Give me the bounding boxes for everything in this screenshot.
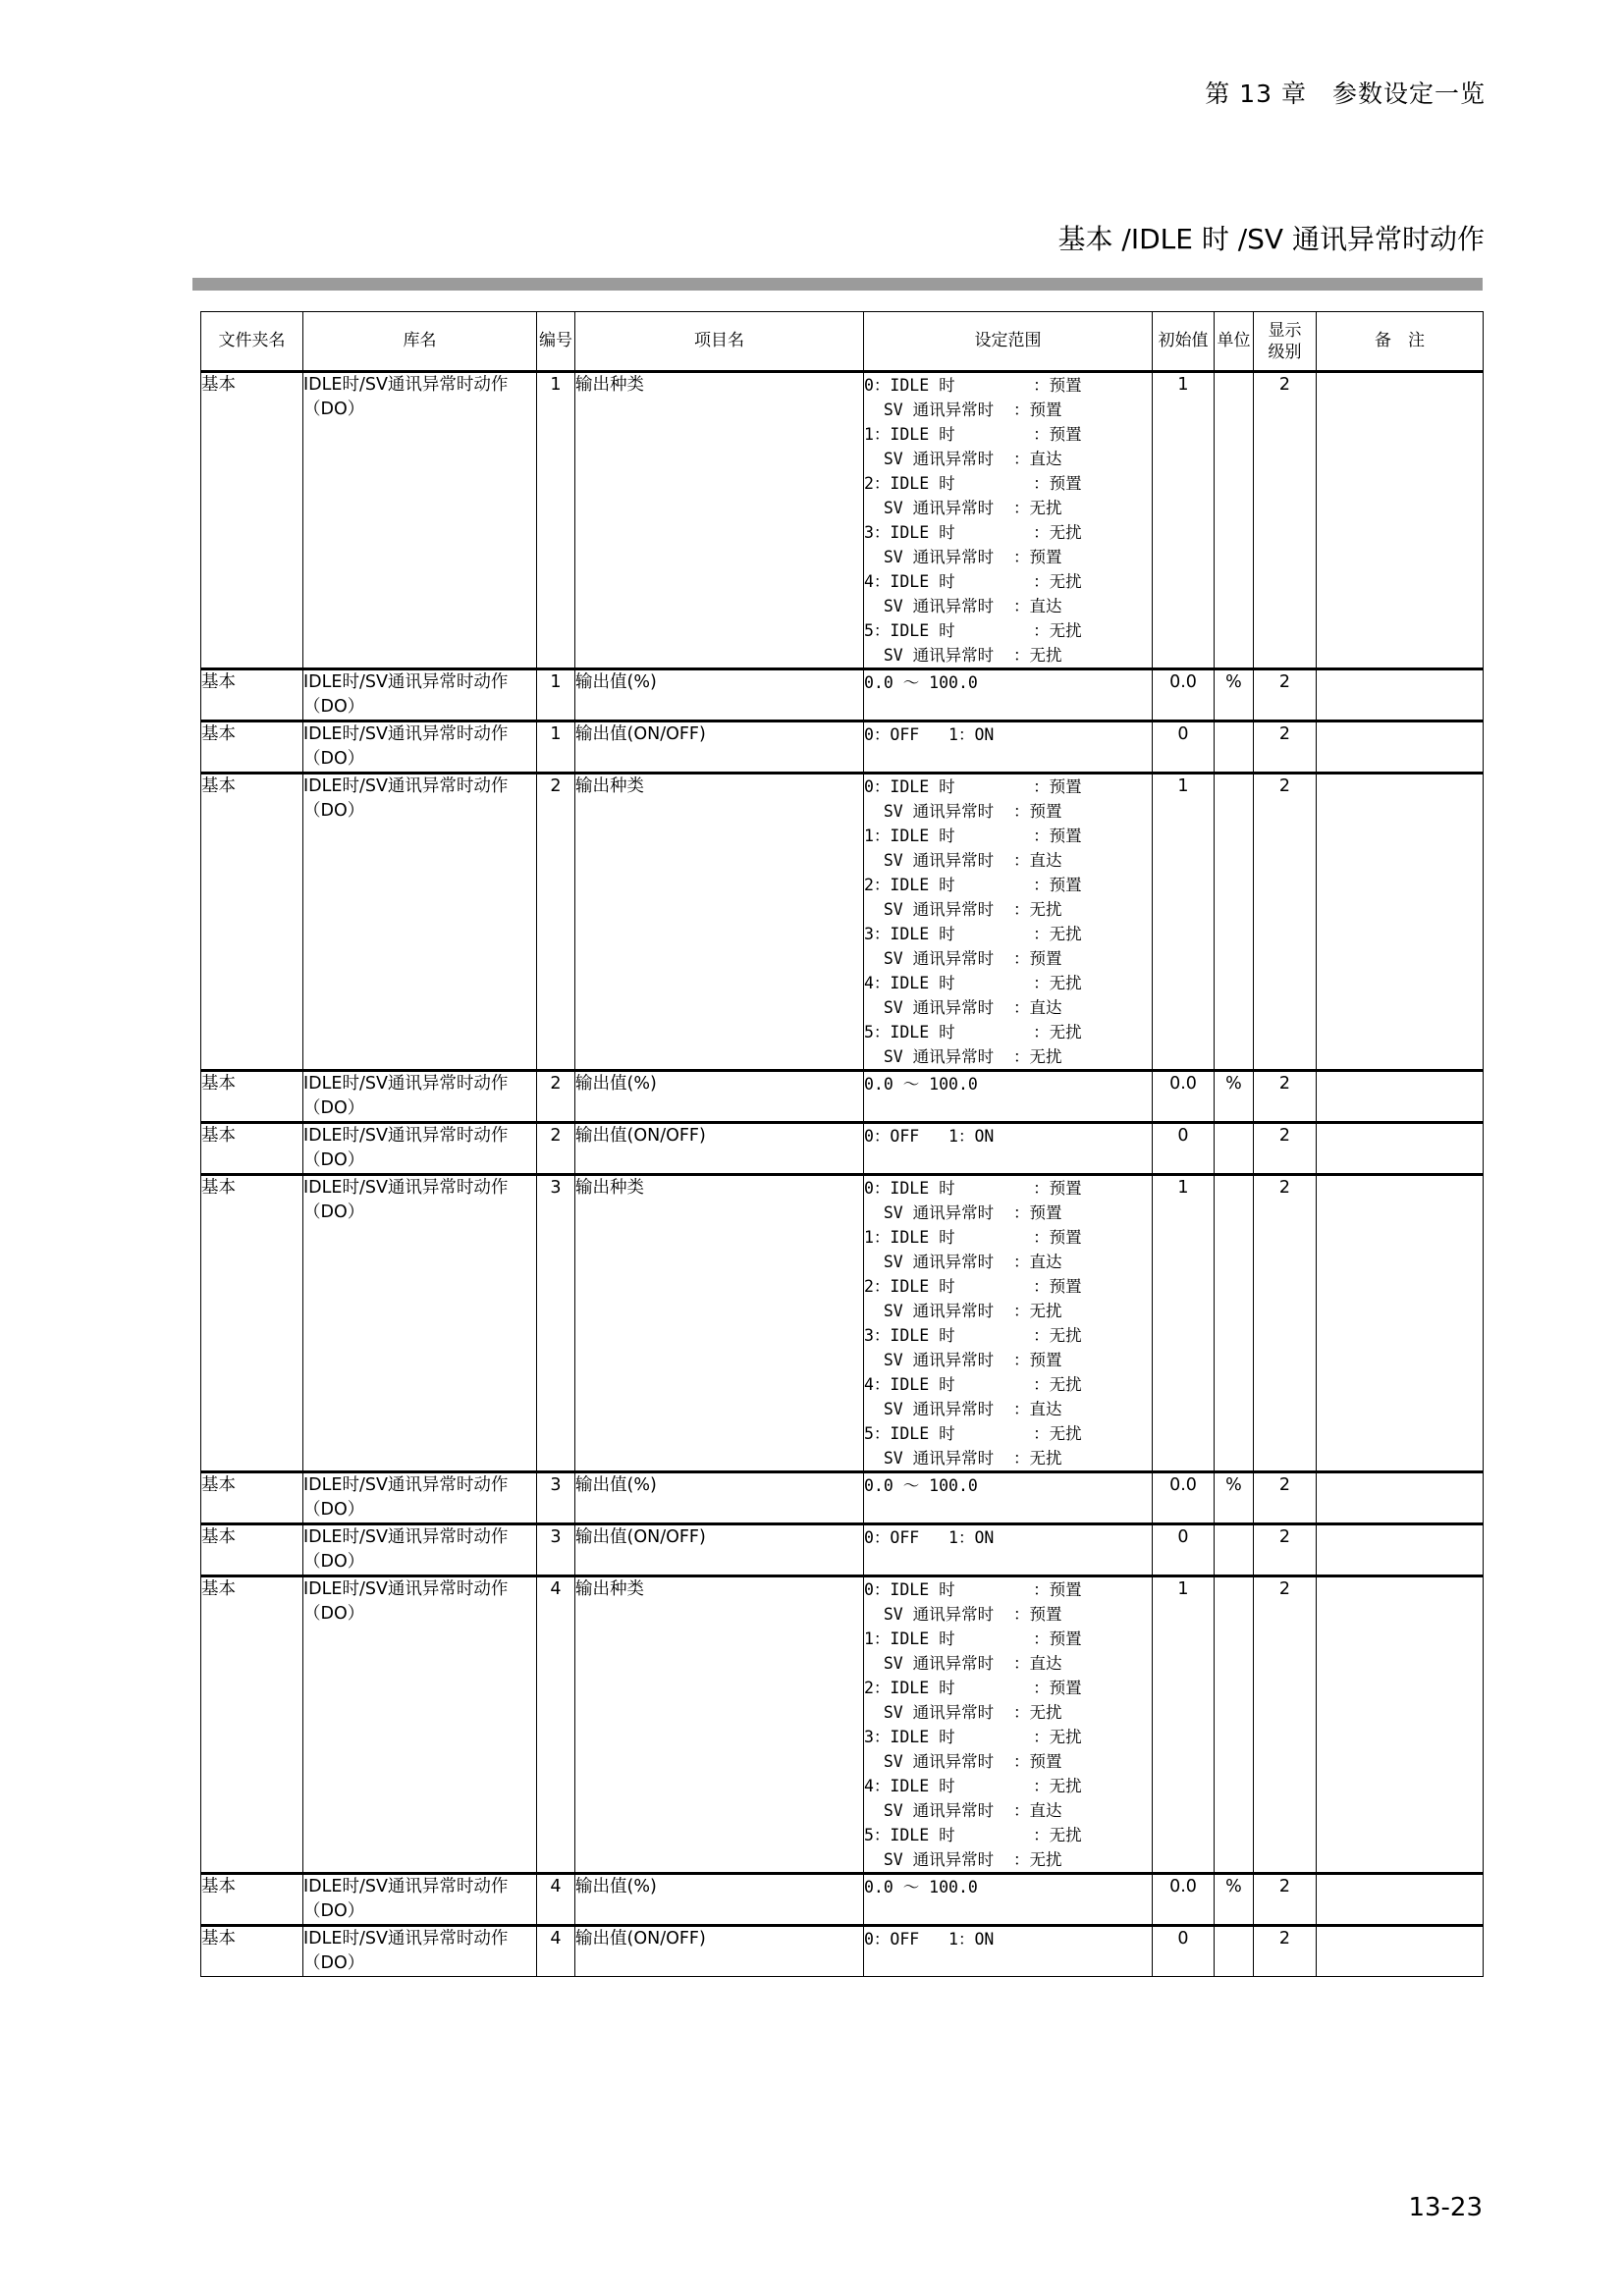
cell-level: 2 [1254,1524,1317,1576]
cell-remarks [1317,1524,1484,1576]
range-line: SV 通讯异常时 ：直达 [864,1654,1062,1673]
range-line: 2：IDLE 时 ：预置 [864,1679,1082,1697]
cell-number: 1 [537,721,575,774]
library-suffix: （DO） [303,400,365,419]
cell-item: 输出种类 [575,1175,864,1472]
cell-initial: 0.0 [1153,1472,1215,1524]
table-row [201,1123,1484,1175]
table-row [201,1576,1484,1874]
range-line: 0：IDLE 时 ：预置 [864,376,1082,395]
cell-remarks [1317,721,1484,774]
header-remarks: 备 注 [1317,312,1484,372]
cell-library [303,1175,537,1472]
range-line: 4：IDLE 时 ：无扰 [864,1375,1082,1394]
cell-level: 2 [1254,1175,1317,1472]
cell-number: 4 [537,1874,575,1926]
table-row [201,669,1484,721]
cell-item: 输出值(%) [575,1071,864,1123]
cell-remarks [1317,1874,1484,1926]
range-line: SV 通讯异常时 ：无扰 [864,499,1062,517]
library-name: IDLE时/SV通讯异常时动作 [303,1475,509,1495]
cell-number: 2 [537,1071,575,1123]
cell-library [303,1123,537,1175]
cell-item: 输出值(%) [575,669,864,721]
table-row [201,1524,1484,1576]
range-line: 0.0 ～ 100.0 [864,1878,978,1896]
cell-folder: 基本 [201,1175,303,1472]
cell-item: 输出种类 [575,1576,864,1874]
cell-remarks [1317,1576,1484,1874]
cell-library [303,774,537,1071]
header-unit: 单位 [1215,312,1254,372]
range-line: 1：IDLE 时 ：预置 [864,1228,1082,1247]
range-line: 1：IDLE 时 ：预置 [864,827,1082,845]
range-line: SV 通讯异常时 ：直达 [864,851,1062,870]
header-item: 项目名 [575,312,864,372]
range-line: SV 通讯异常时 ：直达 [864,998,1062,1017]
cell-folder: 基本 [201,1472,303,1524]
cell-initial: 0 [1153,721,1215,774]
range-line: 0：IDLE 时 ：预置 [864,1179,1082,1198]
cell-level: 2 [1254,721,1317,774]
header-level-line2: 级别 [1268,342,1302,362]
cell-folder: 基本 [201,1524,303,1576]
cell-item: 输出种类 [575,372,864,669]
cell-item: 输出值(%) [575,1472,864,1524]
range-line: 5：IDLE 时 ：无扰 [864,621,1082,640]
header-number: 编号 [537,312,575,372]
table-row [201,1175,1484,1472]
library-name: IDLE时/SV通讯异常时动作 [303,1929,509,1949]
range-line: 2：IDLE 时 ：预置 [864,474,1082,493]
library-name: IDLE时/SV通讯异常时动作 [303,724,509,744]
page-number: 13-23 [1408,2193,1483,2222]
cell-item: 输出值(ON/OFF) [575,1524,864,1576]
range-line: 5：IDLE 时 ：无扰 [864,1023,1082,1041]
range-line: SV 通讯异常时 ：无扰 [864,900,1062,919]
cell-folder: 基本 [201,1926,303,1977]
library-suffix: （DO） [303,697,365,717]
cell-range [864,1071,1153,1123]
cell-unit: % [1215,1472,1254,1524]
range-line: SV 通讯异常时 ：预置 [864,1351,1062,1369]
cell-number: 1 [537,669,575,721]
cell-item: 输出值(ON/OFF) [575,1123,864,1175]
header-initial: 初始值 [1153,312,1215,372]
library-suffix: （DO） [303,801,365,821]
table-row [201,721,1484,774]
cell-unit [1215,1576,1254,1874]
cell-library [303,372,537,669]
header-range: 设定范围 [864,312,1153,372]
range-line: 0：OFF 1：ON [864,725,995,744]
cell-initial: 0.0 [1153,1874,1215,1926]
range-line: SV 通讯异常时 ：无扰 [864,1302,1062,1320]
cell-folder: 基本 [201,1874,303,1926]
cell-folder: 基本 [201,774,303,1071]
range-line: 3：IDLE 时 ：无扰 [864,1326,1082,1345]
cell-folder: 基本 [201,669,303,721]
cell-library [303,669,537,721]
range-line: 0.0 ～ 100.0 [864,1476,978,1495]
cell-unit: % [1215,1874,1254,1926]
range-line: 0：IDLE 时 ：预置 [864,777,1082,796]
library-name: IDLE时/SV通讯异常时动作 [303,1579,509,1599]
cell-item: 输出值(%) [575,1874,864,1926]
table-header-row [201,312,1484,372]
range-line: 0.0 ～ 100.0 [864,673,978,692]
library-name: IDLE时/SV通讯异常时动作 [303,1126,509,1146]
table-row [201,774,1484,1071]
cell-range [864,1123,1153,1175]
range-line: 0.0 ～ 100.0 [864,1075,978,1094]
range-line: 4：IDLE 时 ：无扰 [864,572,1082,591]
cell-folder: 基本 [201,1123,303,1175]
cell-number: 2 [537,1123,575,1175]
cell-range [864,669,1153,721]
range-line: 2：IDLE 时 ：预置 [864,876,1082,894]
cell-range [864,774,1153,1071]
cell-initial: 1 [1153,1175,1215,1472]
parameter-table [200,311,1484,1977]
range-line: 4：IDLE 时 ：无扰 [864,974,1082,992]
library-suffix: （DO） [303,1901,365,1921]
cell-number: 2 [537,774,575,1071]
cell-range [864,1524,1153,1576]
cell-item: 输出值(ON/OFF) [575,721,864,774]
library-suffix: （DO） [303,1150,365,1170]
range-line: SV 通讯异常时 ：无扰 [864,1850,1062,1869]
cell-level: 2 [1254,669,1317,721]
cell-library [303,1926,537,1977]
cell-level: 2 [1254,1926,1317,1977]
range-line: 0：OFF 1：ON [864,1127,995,1146]
cell-item: 输出值(ON/OFF) [575,1926,864,1977]
cell-level: 2 [1254,1123,1317,1175]
cell-initial: 1 [1153,1576,1215,1874]
range-line: 2：IDLE 时 ：预置 [864,1277,1082,1296]
cell-range [864,1874,1153,1926]
cell-folder: 基本 [201,1071,303,1123]
cell-level: 2 [1254,774,1317,1071]
range-line: 4：IDLE 时 ：无扰 [864,1777,1082,1795]
cell-item: 输出种类 [575,774,864,1071]
library-suffix: （DO） [303,1098,365,1118]
cell-unit: % [1215,1071,1254,1123]
header-folder: 文件夹名 [201,312,303,372]
range-line: 5：IDLE 时 ：无扰 [864,1424,1082,1443]
cell-initial: 0 [1153,1123,1215,1175]
cell-range [864,1175,1153,1472]
table-body [201,372,1484,1977]
cell-library [303,721,537,774]
range-line: 3：IDLE 时 ：无扰 [864,1728,1082,1746]
range-line: SV 通讯异常时 ：预置 [864,548,1062,566]
cell-library [303,1524,537,1576]
cell-unit: % [1215,669,1254,721]
cell-unit [1215,1175,1254,1472]
cell-initial: 0.0 [1153,1071,1215,1123]
cell-level: 2 [1254,1472,1317,1524]
cell-unit [1215,721,1254,774]
chapter-header: 第 13 章 参数设定一览 [1205,80,1486,108]
cell-folder: 基本 [201,1576,303,1874]
cell-number: 3 [537,1175,575,1472]
cell-unit [1215,1123,1254,1175]
table-row [201,372,1484,669]
library-name: IDLE时/SV通讯异常时动作 [303,1527,509,1547]
cell-initial: 1 [1153,372,1215,669]
range-line: SV 通讯异常时 ：无扰 [864,1703,1062,1722]
range-line: SV 通讯异常时 ：直达 [864,1801,1062,1820]
range-line: SV 通讯异常时 ：直达 [864,1400,1062,1418]
cell-range [864,1576,1153,1874]
library-name: IDLE时/SV通讯异常时动作 [303,776,509,796]
cell-folder: 基本 [201,721,303,774]
range-line: 5：IDLE 时 ：无扰 [864,1826,1082,1844]
cell-number: 3 [537,1524,575,1576]
cell-library [303,1874,537,1926]
cell-range [864,372,1153,669]
range-line: 0：OFF 1：ON [864,1930,995,1949]
cell-folder: 基本 [201,372,303,669]
cell-range [864,1472,1153,1524]
header-level-line1: 显示 [1268,320,1302,341]
range-line: SV 通讯异常时 ：直达 [864,450,1062,468]
header-level [1254,312,1317,372]
table-row [201,1472,1484,1524]
cell-level: 2 [1254,372,1317,669]
cell-initial: 0.0 [1153,669,1215,721]
cell-initial: 0 [1153,1926,1215,1977]
range-line: SV 通讯异常时 ：无扰 [864,1047,1062,1066]
table-row [201,1926,1484,1977]
cell-initial: 1 [1153,774,1215,1071]
table-row [201,1874,1484,1926]
cell-remarks [1317,669,1484,721]
range-line: SV 通讯异常时 ：直达 [864,1253,1062,1271]
range-line: 3：IDLE 时 ：无扰 [864,925,1082,943]
cell-number: 1 [537,372,575,669]
cell-unit [1215,774,1254,1071]
cell-range [864,1926,1153,1977]
range-line: 3：IDLE 时 ：无扰 [864,523,1082,542]
header-library: 库名 [303,312,537,372]
library-name: IDLE时/SV通讯异常时动作 [303,1178,509,1198]
cell-library [303,1071,537,1123]
range-line: SV 通讯异常时 ：预置 [864,1752,1062,1771]
cell-remarks [1317,1071,1484,1123]
cell-unit [1215,372,1254,669]
range-line: 1：IDLE 时 ：预置 [864,425,1082,444]
range-line: SV 通讯异常时 ：预置 [864,400,1062,419]
cell-number: 4 [537,1576,575,1874]
cell-unit [1215,1926,1254,1977]
library-suffix: （DO） [303,1202,365,1222]
cell-remarks [1317,1472,1484,1524]
range-line: SV 通讯异常时 ：预置 [864,1203,1062,1222]
library-name: IDLE时/SV通讯异常时动作 [303,375,509,395]
range-line: SV 通讯异常时 ：无扰 [864,1449,1062,1468]
section-title: 基本 /IDLE 时 /SV 通讯异常时动作 [1057,223,1485,255]
cell-initial: 0 [1153,1524,1215,1576]
cell-remarks [1317,774,1484,1071]
range-line: SV 通讯异常时 ：直达 [864,597,1062,615]
library-suffix: （DO） [303,749,365,769]
library-suffix: （DO） [303,1604,365,1624]
cell-level: 2 [1254,1071,1317,1123]
library-suffix: （DO） [303,1953,365,1973]
cell-remarks [1317,1926,1484,1977]
range-line: SV 通讯异常时 ：预置 [864,949,1062,968]
cell-range [864,721,1153,774]
range-line: SV 通讯异常时 ：无扰 [864,646,1062,665]
table-row [201,1071,1484,1123]
cell-level: 2 [1254,1576,1317,1874]
library-suffix: （DO） [303,1552,365,1572]
section-divider [192,278,1483,291]
range-line: SV 通讯异常时 ：预置 [864,1605,1062,1624]
cell-remarks [1317,372,1484,669]
library-name: IDLE时/SV通讯异常时动作 [303,1074,509,1094]
range-line: 0：IDLE 时 ：预置 [864,1580,1082,1599]
cell-number: 4 [537,1926,575,1977]
cell-unit [1215,1524,1254,1576]
cell-number: 3 [537,1472,575,1524]
cell-remarks [1317,1175,1484,1472]
library-name: IDLE时/SV通讯异常时动作 [303,672,509,692]
library-name: IDLE时/SV通讯异常时动作 [303,1877,509,1896]
library-suffix: （DO） [303,1500,365,1520]
cell-library [303,1472,537,1524]
range-line: 1：IDLE 时 ：预置 [864,1629,1082,1648]
cell-level: 2 [1254,1874,1317,1926]
range-line: SV 通讯异常时 ：预置 [864,802,1062,821]
range-line: 0：OFF 1：ON [864,1528,995,1547]
cell-remarks [1317,1123,1484,1175]
cell-library [303,1576,537,1874]
